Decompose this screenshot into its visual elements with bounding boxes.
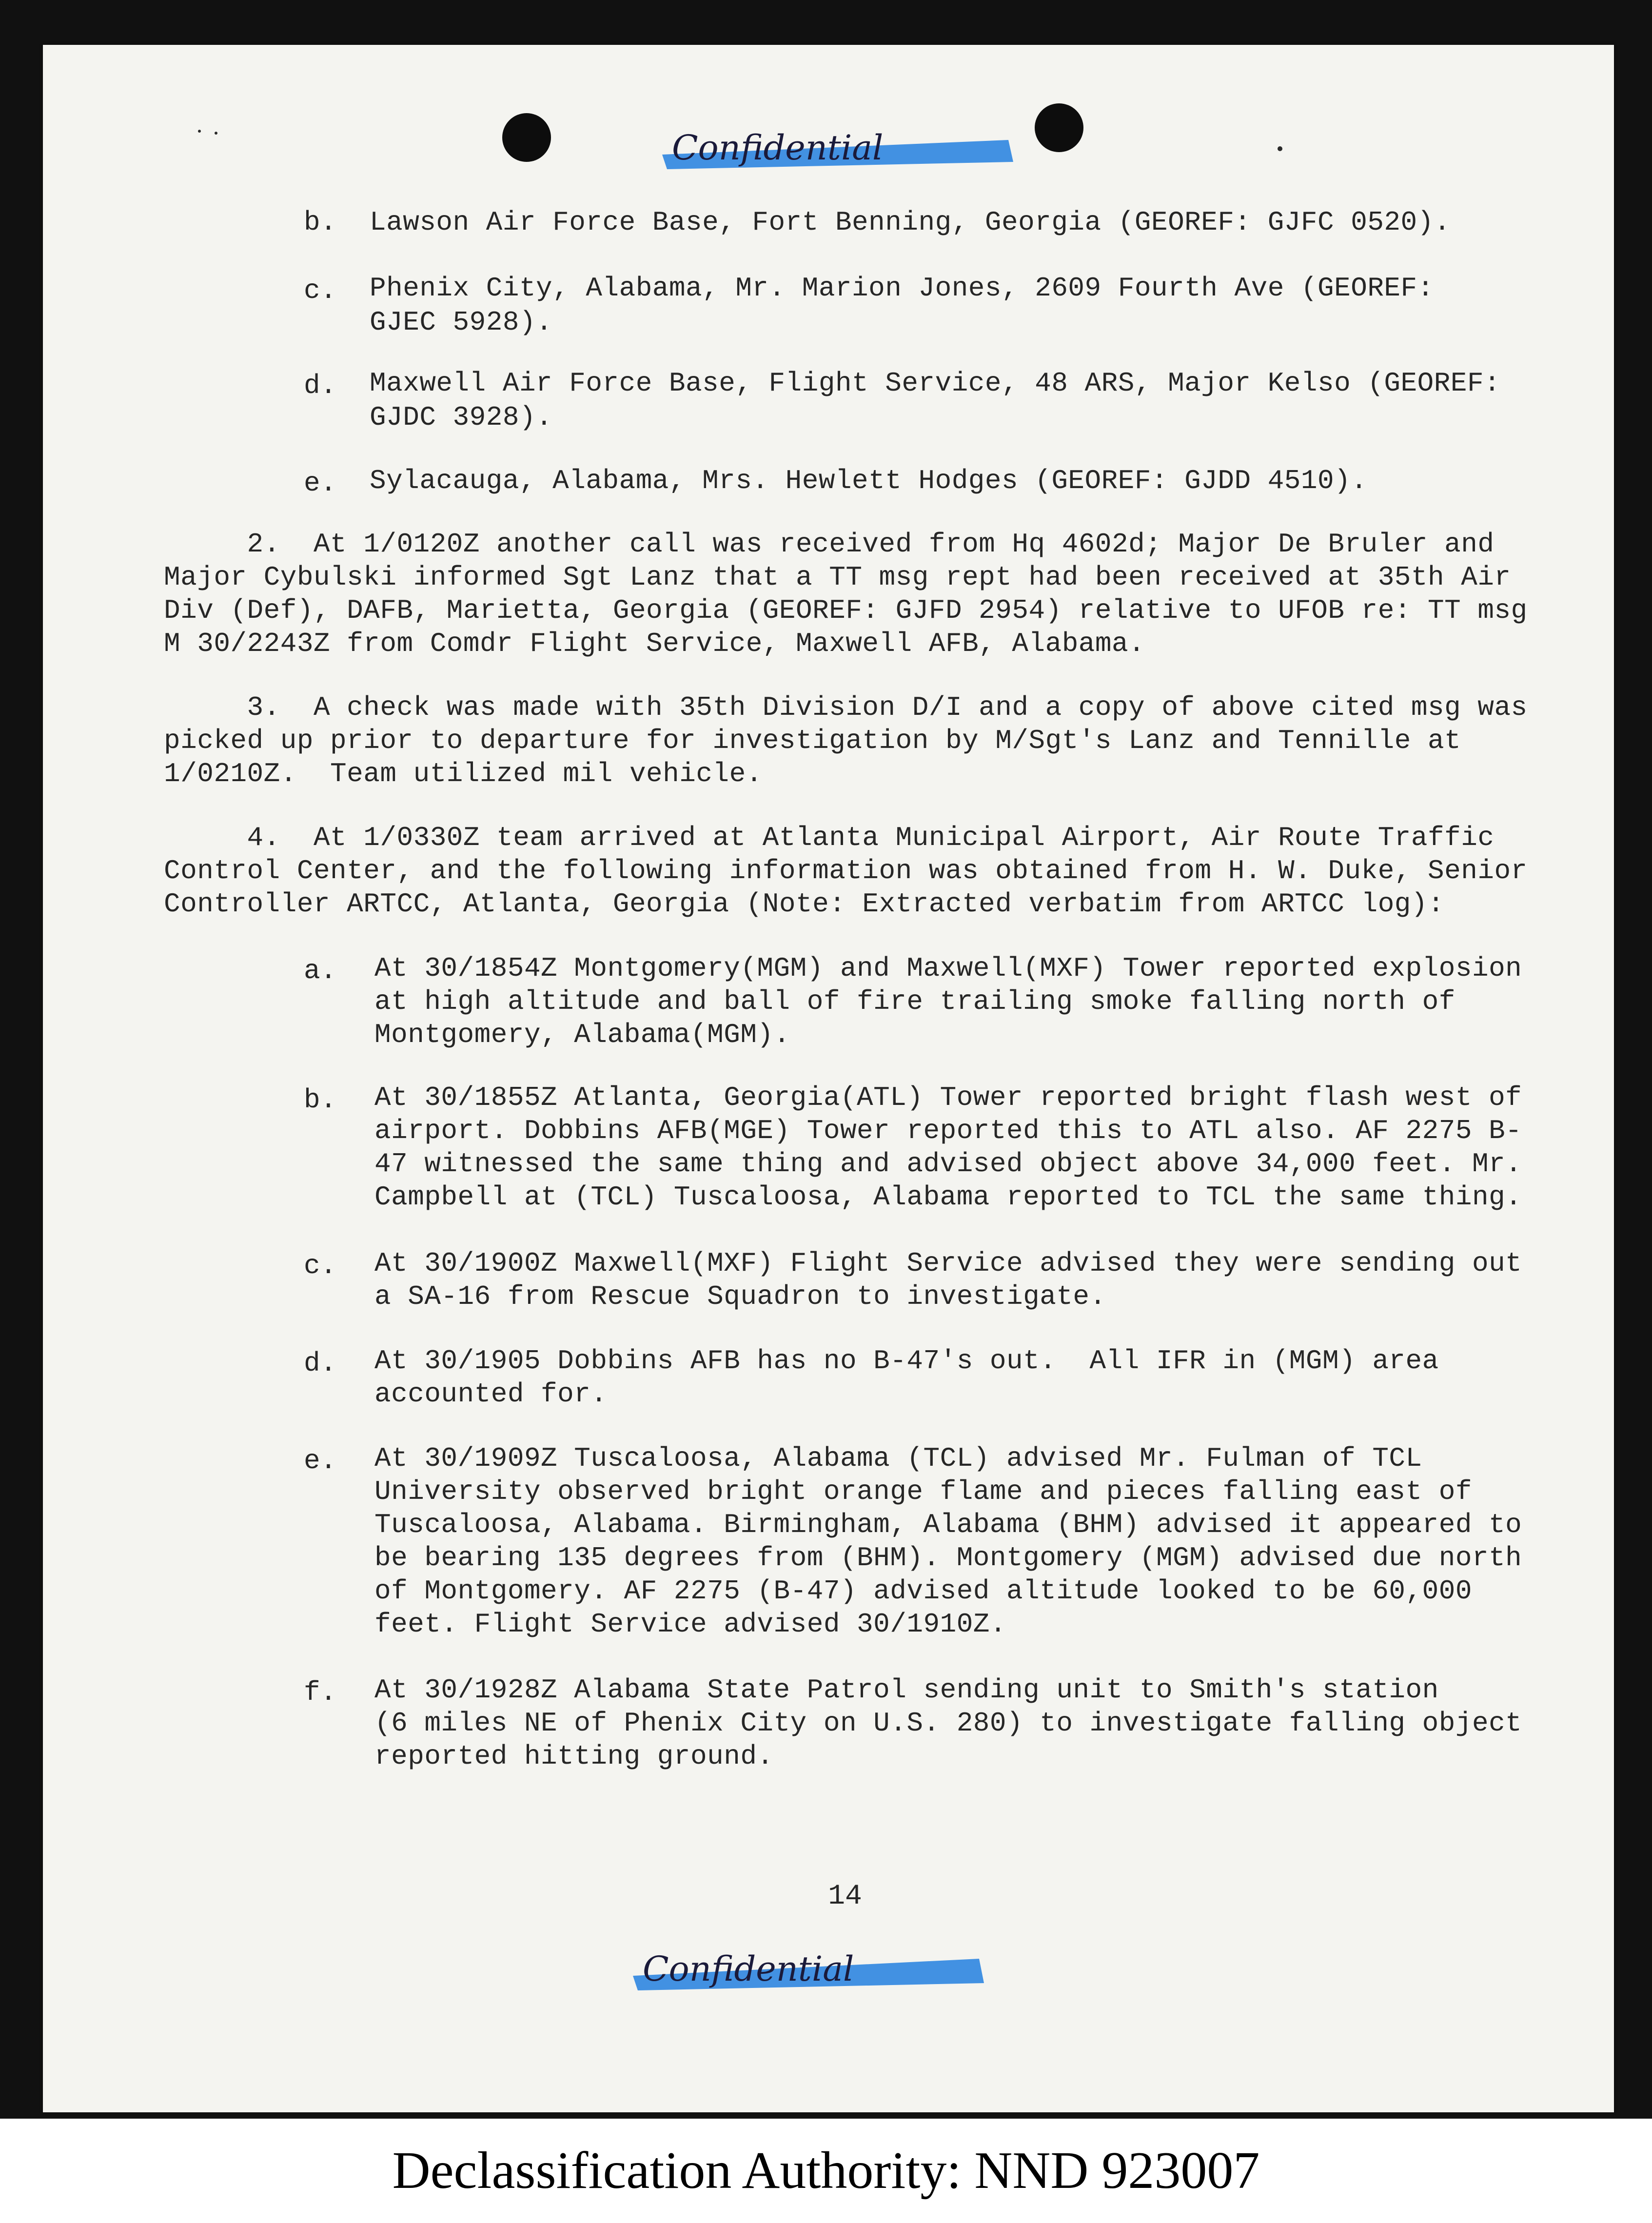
paragraph-line: 3. A check was made with 35th Division D/I and a copy of above cited msg was (164, 692, 1528, 723)
punch-hole-left (502, 113, 551, 162)
list-item-text: accounted for. (374, 1378, 608, 1410)
list-item-text: GJEC 5928). (370, 307, 553, 338)
confidential-marking-top (657, 120, 1018, 174)
paragraph-line: 1/0210Z. Team utilized mil vehicle. (164, 758, 763, 789)
paragraph-line: Major Cybulski informed Sgt Lanz that a TT msg rept had been received at 35th Air (164, 562, 1511, 593)
list-item-text: At 30/1900Z Maxwell(MXF) Flight Service advised they were sending out (374, 1248, 1522, 1279)
list-item-text: Lawson Air Force Base, Fort Benning, Georgia (GEOREF: GJFC 0520). (370, 207, 1451, 238)
paragraph-line: picked up prior to departure for investigation by M/Sgt's Lanz and Tennille at (164, 725, 1461, 756)
list-item-text: feet. Flight Service advised 30/1910Z. (374, 1609, 1007, 1640)
list-item-text: At 30/1854Z Montgomery(MGM) and Maxwell(MXF) Tower reported explosion (374, 953, 1522, 984)
list-item-text: reported hitting ground. (374, 1741, 774, 1772)
classification-text-bottom: Confidential (643, 1949, 854, 1989)
list-item-text: of Montgomery. AF 2275 (B-47) advised altitude looked to be 60,000 (374, 1575, 1472, 1607)
confidential-marking-bottom (628, 1942, 989, 1995)
paper-speck (198, 130, 201, 133)
list-label: e. (304, 1445, 337, 1476)
paragraph-line: 4. At 1/0330Z team arrived at Atlanta Municipal Airport, Air Route Traffic (164, 822, 1495, 853)
paragraph-line: 2. At 1/0120Z another call was received from Hq 4602d; Major De Bruler and (164, 529, 1495, 560)
classification-stamp-bottom (628, 1942, 989, 1995)
paper-speck (1278, 146, 1282, 151)
list-item-text: At 30/1855Z Atlanta, Georgia(ATL) Tower reported bright flash west of (374, 1082, 1522, 1113)
footer-banner (0, 2119, 1652, 2223)
list-item-text: be bearing 135 degrees from (BHM). Montgomery (MGM) advised due north (374, 1542, 1522, 1574)
list-item-text: At 30/1905 Dobbins AFB has no B-47's out. All IFR in (MGM) area (374, 1345, 1439, 1377)
list-item-text: Montgomery, Alabama(MGM). (374, 1019, 790, 1050)
document-page (43, 45, 1614, 2112)
list-label: b. (304, 1084, 337, 1116)
list-item-text: University observed bright orange flame and pieces falling east of (374, 1476, 1472, 1507)
list-item-text: Sylacauga, Alabama, Mrs. Hewlett Hodges (GEOREF: GJDD 4510). (370, 465, 1368, 496)
classification-stamp-top (657, 120, 1018, 174)
list-item-text: Phenix City, Alabama, Mr. Marion Jones, 2609 Fourth Ave (GEOREF: (370, 273, 1434, 304)
list-item-text: At 30/1909Z Tuscaloosa, Alabama (TCL) advised Mr. Fulman of TCL (374, 1443, 1422, 1474)
list-label: b. (304, 207, 337, 238)
declassification-authority: Declassification Authority: NND 923007 (392, 2142, 1260, 2200)
list-label: c. (304, 275, 337, 306)
list-label: d. (304, 1348, 337, 1379)
list-item-text: (6 miles NE of Phenix City on U.S. 280) to investigate falling object (374, 1708, 1522, 1739)
paragraph-line: Control Center, and the following information was obtained from H. W. Duke, Senior (164, 855, 1528, 886)
list-label: e. (304, 468, 337, 499)
list-item-text: Maxwell Air Force Base, Flight Service, 48 ARS, Major Kelso (GEOREF: (370, 368, 1501, 399)
list-item-text: a SA-16 from Rescue Squadron to investigate. (374, 1281, 1106, 1312)
list-item-text: GJDC 3928). (370, 402, 553, 433)
list-item-text: At 30/1928Z Alabama State Patrol sending unit to Smith's station (374, 1674, 1439, 1706)
list-label: a. (304, 955, 337, 986)
list-item-text: airport. Dobbins AFB(MGE) Tower reported this to ATL also. AF 2275 B- (374, 1115, 1522, 1146)
list-label: c. (304, 1250, 337, 1281)
list-item-text: Campbell at (TCL) Tuscaloosa, Alabama reported to TCL the same thing. (374, 1181, 1522, 1213)
paragraph-line: M 30/2243Z from Comdr Flight Service, Maxwell AFB, Alabama. (164, 628, 1145, 659)
list-item-text: at high altitude and ball of fire trailing smoke falling north of (374, 986, 1455, 1017)
list-label: f. (304, 1677, 337, 1708)
paper-speck (215, 132, 217, 135)
classification-text-top: Confidential (672, 128, 884, 168)
page-number: 14 (828, 1881, 862, 1912)
paragraph-line: Controller ARTCC, Atlanta, Georgia (Note: Extracted verbatim from ARTCC log): (164, 888, 1445, 920)
punch-hole-right (1035, 103, 1083, 152)
list-item-text: 47 witnessed the same thing and advised object above 34,000 feet. Mr. (374, 1148, 1522, 1180)
list-label: d. (304, 370, 337, 401)
list-item-text: Tuscaloosa, Alabama. Birmingham, Alabama (BHM) advised it appeared to (374, 1509, 1522, 1540)
paragraph-line: Div (Def), DAFB, Marietta, Georgia (GEOREF: GJFD 2954) relative to UFOB re: TT msg (164, 595, 1528, 626)
